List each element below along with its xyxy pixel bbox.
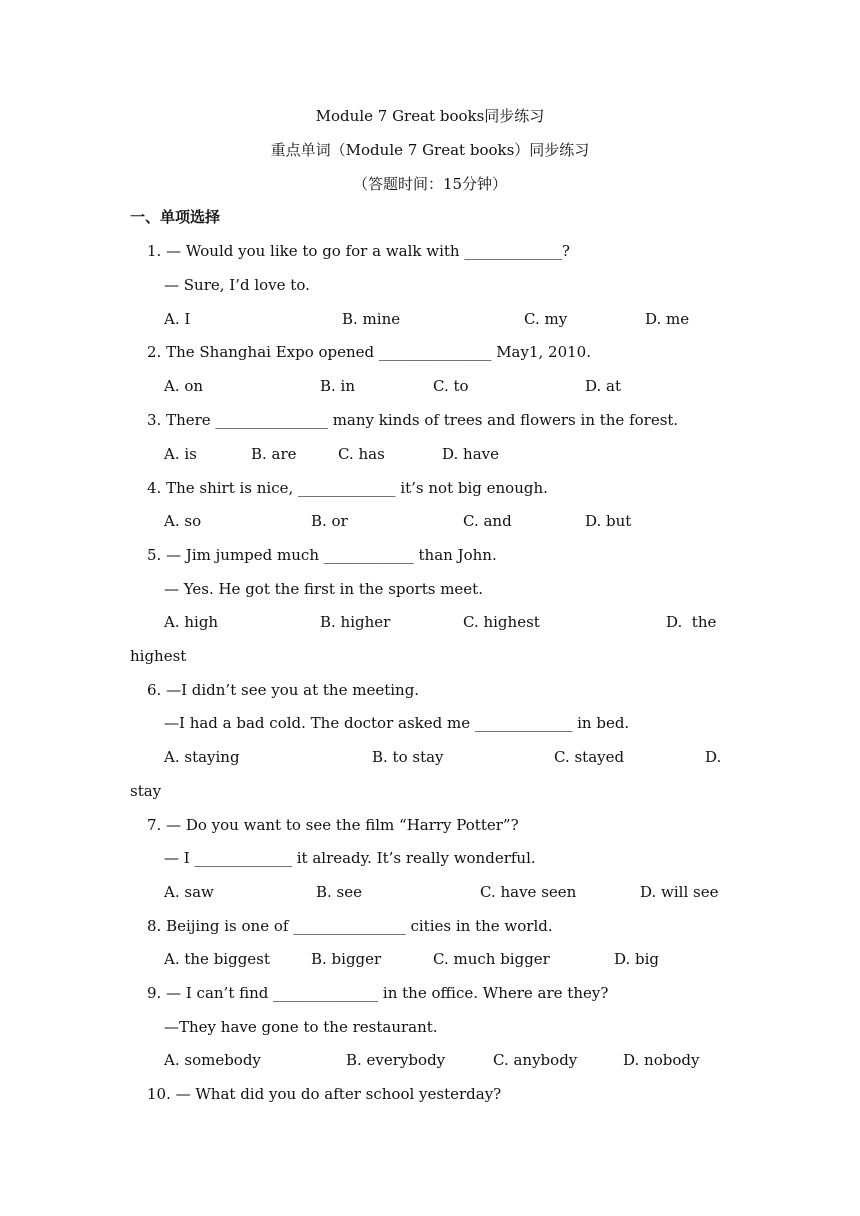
q5-option-b: B. higher [320, 613, 391, 631]
q3-option-a: A. is [164, 445, 197, 463]
q7-option-a: A. saw [164, 883, 214, 901]
q4-option-d: D. but [585, 512, 632, 530]
q3-option-c: C. has [338, 445, 385, 463]
q1-option-c: C. my [524, 310, 568, 328]
q6-option-c: C. stayed [554, 748, 625, 766]
section-heading: 一、单项选择 [130, 208, 221, 226]
q9-option-b: B. everybody [346, 1051, 446, 1069]
q5-option-c: C. highest [463, 613, 540, 631]
time-note: （答题时间：15分钟） [352, 175, 508, 193]
q10-stem: 10. — What did you do after school yesterday? [147, 1085, 502, 1103]
q9-option-c: C. anybody [493, 1051, 578, 1069]
q7-option-d: D. will see [640, 883, 719, 901]
q9-option-a: A. somebody [164, 1051, 261, 1069]
q3-option-b: B. are [251, 445, 297, 463]
q1-option-b: B. mine [342, 310, 401, 328]
q8-option-a: A. the biggest [164, 950, 270, 968]
q6-option-d-continued: stay [130, 782, 162, 800]
q3-stem: 3. There _______________ many kinds of trees and flowers in the forest. [147, 411, 679, 429]
q9-option-d: D. nobody [623, 1051, 700, 1069]
q4-option-a: A. so [164, 512, 202, 530]
q2-option-c: C. to [433, 377, 469, 395]
q1-reply: — Sure, I’d love to. [164, 276, 310, 294]
q6-option-b: B. to stay [372, 748, 444, 766]
q4-option-b: B. or [311, 512, 348, 530]
q5-stem: 5. — Jim jumped much ____________ than John. [147, 546, 497, 564]
q4-option-c: C. and [463, 512, 512, 530]
q7-option-c: C. have seen [480, 883, 577, 901]
q9-reply: —They have gone to the restaurant. [164, 1018, 438, 1036]
q7-reply: — I _____________ it already. It’s really wonderful. [164, 849, 536, 867]
q5-option-d: D. the [666, 613, 717, 631]
q1-option-a: A. I [164, 310, 191, 328]
q2-option-d: D. at [585, 377, 621, 395]
q6-reply: —I had a bad cold. The doctor asked me _____________ in bed. [164, 714, 630, 732]
q6-option-d: D. [705, 748, 722, 766]
q4-stem: 4. The shirt is nice, _____________ it’s not big enough. [147, 479, 548, 497]
q5-reply: — Yes. He got the first in the sports meet. [164, 580, 483, 598]
q6-option-a: A. staying [164, 748, 240, 766]
q3-option-d: D. have [442, 445, 499, 463]
q8-stem: 8. Beijing is one of _______________ cities in the world. [147, 917, 553, 935]
q7-option-b: B. see [316, 883, 363, 901]
q8-option-b: B. bigger [311, 950, 382, 968]
q1-option-d: D. me [645, 310, 690, 328]
doc-subtitle: 重点单词（Module 7 Great books）同步练习 [270, 141, 590, 159]
q2-option-b: B. in [320, 377, 356, 395]
q6-stem: 6. —I didn’t see you at the meeting. [147, 681, 420, 699]
q7-stem: 7. — Do you want to see the film “Harry Potter”? [147, 816, 519, 834]
q9-stem: 9. — I can’t find ______________ in the office. Where are they? [147, 984, 609, 1002]
q2-stem: 2. The Shanghai Expo opened _______________ May1, 2010. [147, 343, 591, 361]
q8-option-c: C. much bigger [433, 950, 550, 968]
q5-option-a: A. high [164, 613, 219, 631]
q8-option-d: D. big [614, 950, 660, 968]
q5-option-d-continued: highest [130, 647, 187, 665]
q2-option-a: A. on [164, 377, 204, 395]
doc-title: Module 7 Great books同步练习 [315, 107, 545, 125]
q1-stem: 1. — Would you like to go for a walk with _____________? [147, 242, 570, 260]
